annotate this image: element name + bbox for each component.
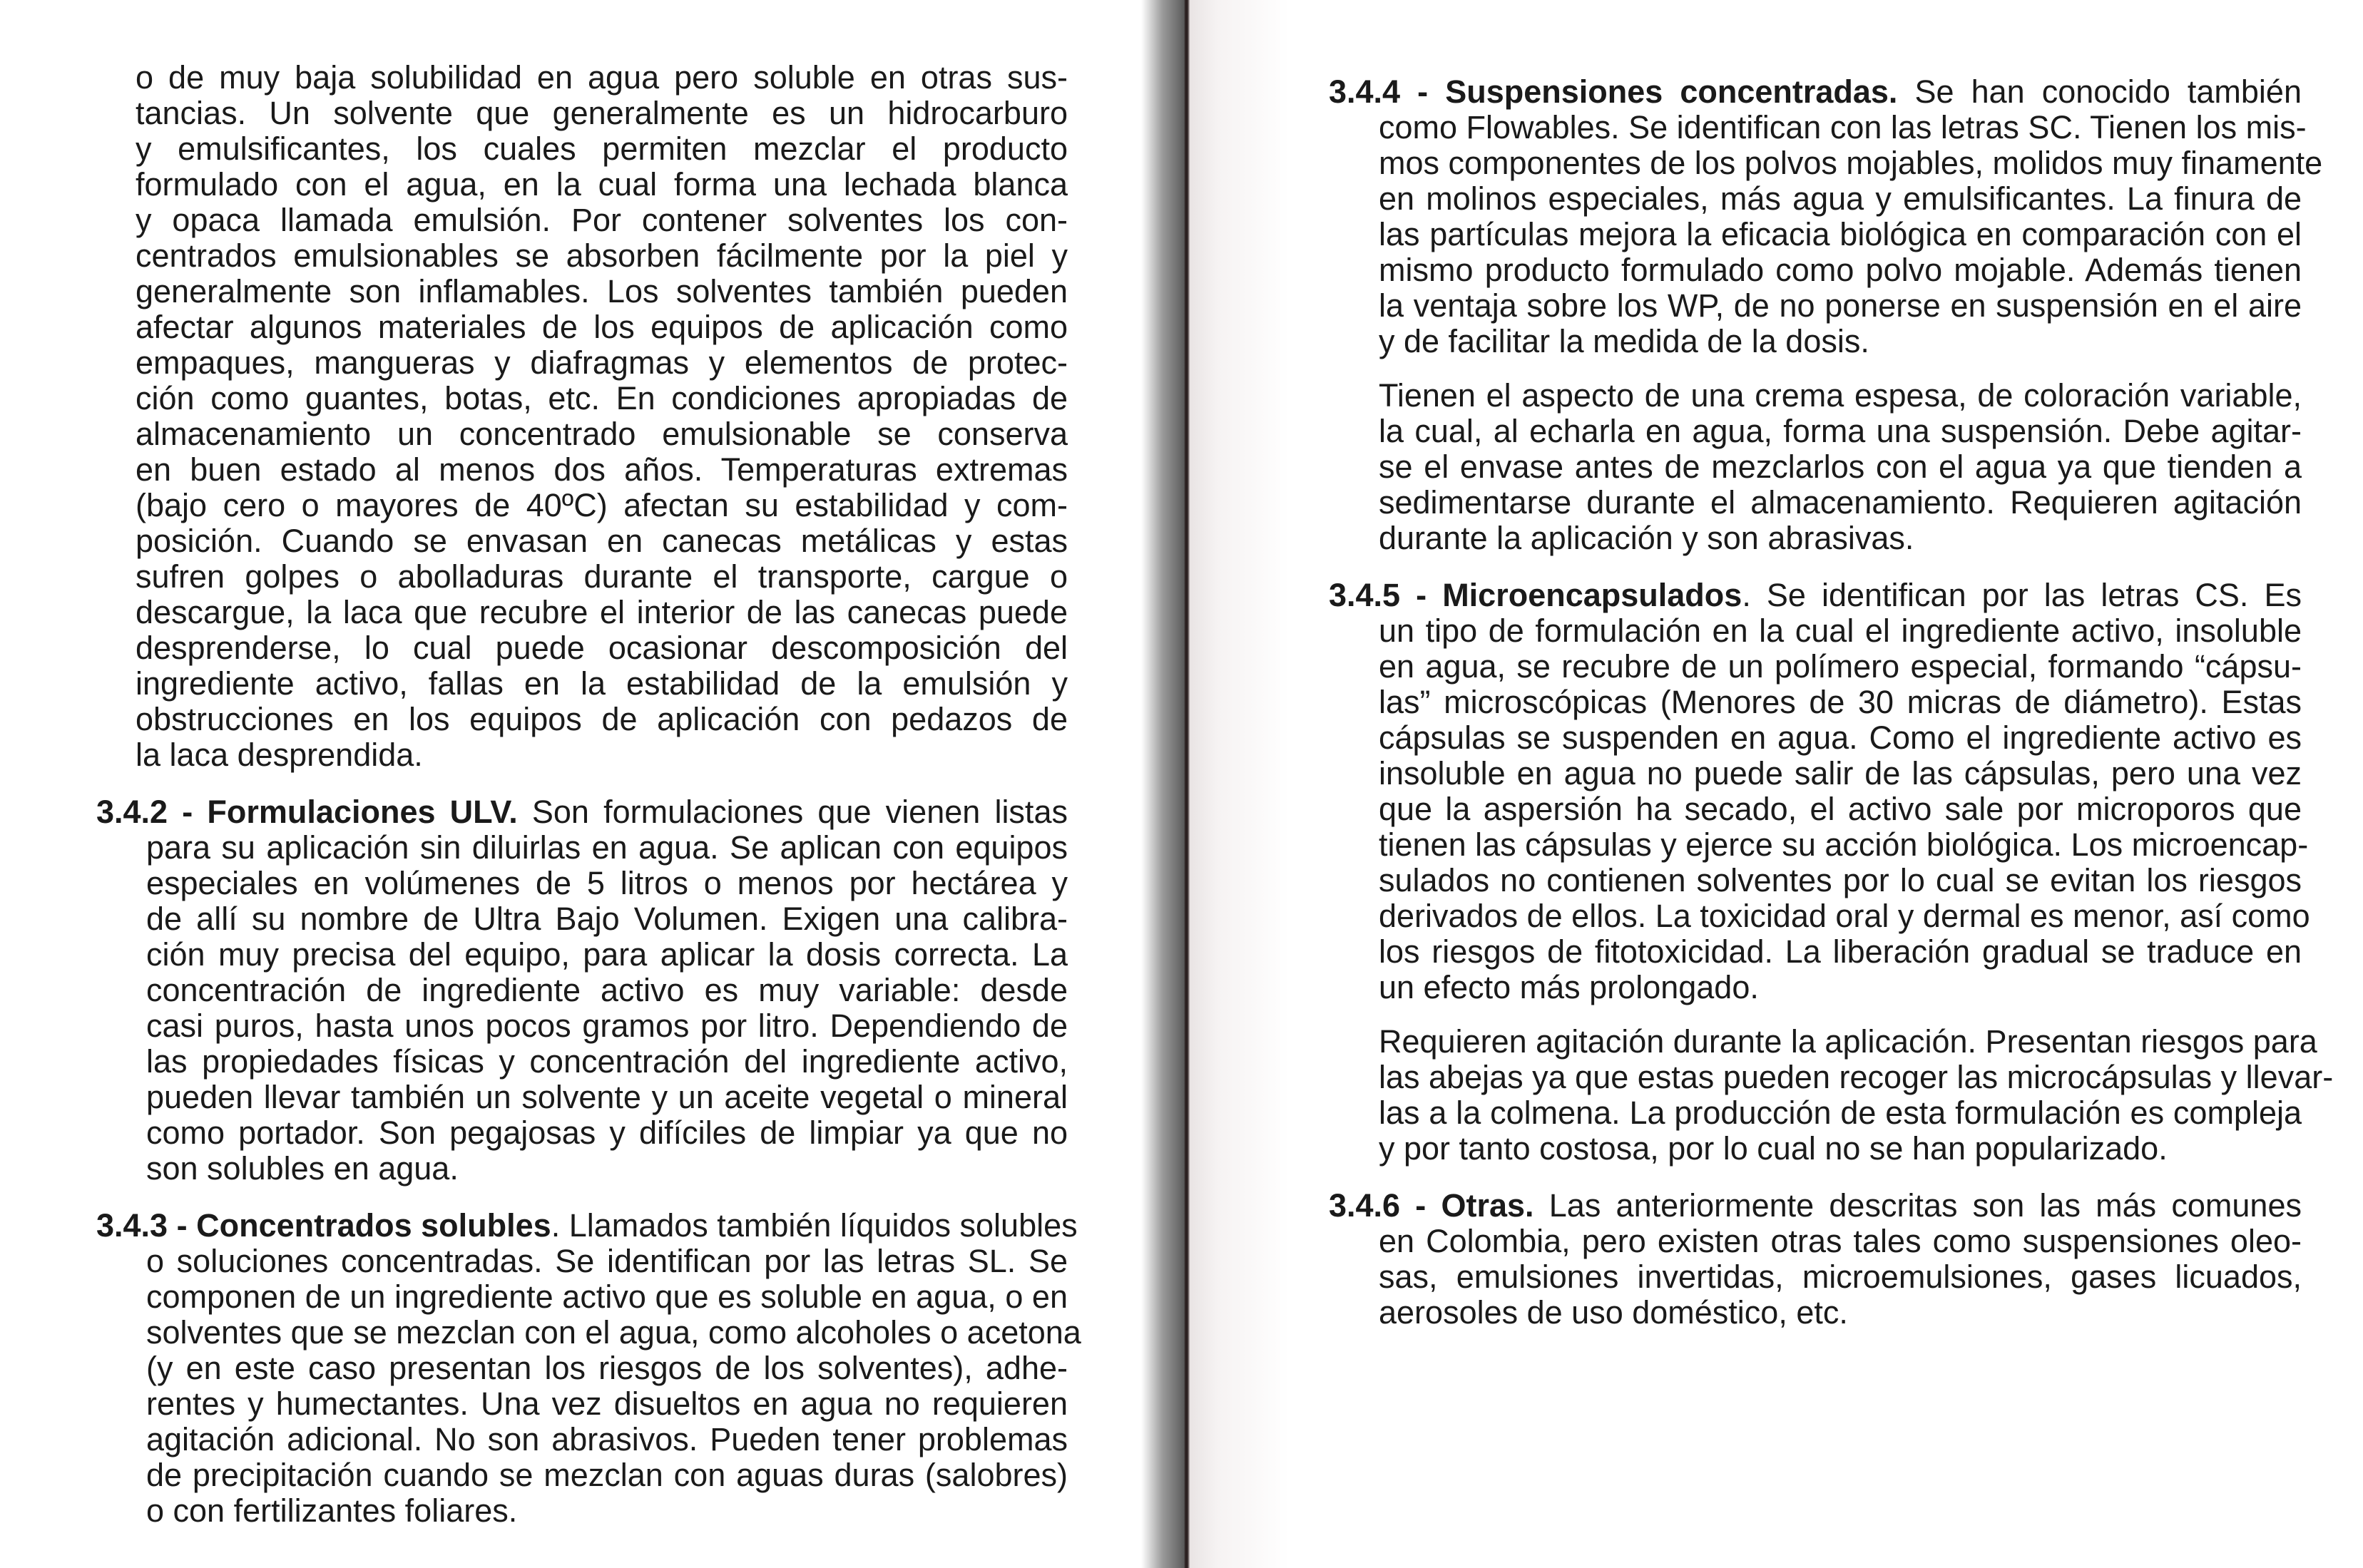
text-line: ingrediente activo, fallas en la estabilidad de la emulsión y [136, 665, 1068, 702]
section-title: Concentrados solubles [196, 1207, 551, 1244]
section-3-4-3 [96, 1207, 1081, 1529]
text-line: y emulsificantes, los cuales permiten mezclar el producto [136, 130, 1068, 167]
text-line: en molinos especiales, más agua y emulsificantes. La finura de [1379, 180, 2302, 217]
text-line: obstrucciones en los equipos de aplicación con pedazos de [136, 701, 1068, 737]
text-line: rentes y humectantes. Una vez disueltos en agua no requieren [146, 1385, 1068, 1422]
text-line: para su aplicación sin diluirlas en agua. Se aplican con equipos [146, 829, 1068, 866]
paragraph-gap [96, 1187, 1068, 1208]
text-line: sedimentarse durante el almacenamiento. Requieren agitación [1379, 484, 2302, 521]
section-heading-line [96, 1207, 1078, 1244]
text-line: o soluciones concentradas. Se identifican por las letras SL. Se [146, 1243, 1068, 1279]
text-line: cápsulas se suspenden en agua. Como el ingrediente activo es [1379, 719, 2302, 756]
text-line: formulado con el agua, en la cual forma una lechada blanca [136, 166, 1068, 203]
text-line: sufren golpes o abolladuras durante el transporte, cargue o [136, 558, 1068, 595]
text-line: las abejas ya que estas pueden recoger las microcápsulas y llevar- [1379, 1059, 2334, 1095]
text-line: en buen estado al menos dos años. Temperaturas extremas [136, 451, 1068, 488]
paragraph-gap [1329, 1005, 2302, 1024]
text-line: y opaca llamada emulsión. Por contener solventes los con- [136, 202, 1068, 238]
section-3-4-5 [1329, 577, 2310, 1005]
text-line: concentración de ingrediente activo es muy variable: desde [146, 972, 1068, 1008]
paragraph-gap [1329, 359, 2302, 378]
section-3-4-5-paragraph-2 [1329, 1023, 2334, 1167]
left-page-text [96, 59, 1081, 1529]
text-line: las partículas mejora la eficacia biológica en comparación con el [1379, 216, 2302, 252]
text-line: tienen las cápsulas y ejerce su acción biológica. Los microencap- [1379, 826, 2309, 863]
section-lead-text: Son formulaciones que vienen listas [531, 794, 1068, 830]
text-line: solventes que se mezclan con el agua, como alcoholes o acetona [146, 1314, 1081, 1351]
text-line: (y en este caso presentan los riesgos de los solventes), adhe- [146, 1350, 1068, 1386]
text-line: posición. Cuando se envasan en canecas metálicas y estas [136, 523, 1068, 559]
text-line: generalmente son inflamables. Los solventes también pueden [136, 273, 1068, 309]
section-heading-line [1329, 74, 2302, 110]
text-line: afectar algunos materiales de los equipos de aplicación como [136, 309, 1068, 345]
text-line: mos componentes de los polvos mojables, molidos muy finamente [1379, 145, 2323, 181]
text-line: las propiedades físicas y concentración del ingrediente activo, [146, 1043, 1068, 1080]
section-heading-line [96, 794, 1068, 830]
text-line: sas, emulsiones invertidas, microemulsiones, gases licuados, [1379, 1259, 2302, 1295]
section-number: 3.4.2 - [96, 794, 193, 830]
text-line: las” microscópicas (Menores de 30 micras de diámetro). Estas [1379, 684, 2302, 720]
text-line: mismo producto formulado como polvo mojable. Además tienen [1379, 252, 2302, 288]
text-line: como Flowables. Se identifican con las letras SC. Tienen los mis- [1379, 109, 2307, 145]
text-line: aerosoles de uso doméstico, etc. [1379, 1294, 1848, 1331]
text-line: agitación adicional. No son abrasivos. Pueden tener problemas [146, 1421, 1068, 1457]
text-line: desprenderse, lo cual puede ocasionar descomposición del [136, 630, 1068, 666]
section-number: 3.4.3 - [96, 1207, 188, 1244]
section-3-4-4-paragraph-2 [1329, 378, 2302, 556]
paragraph-intro-continuation [96, 60, 1068, 773]
text-line: y por tanto costosa, por lo cual no se han popularizado. [1379, 1130, 2168, 1167]
section-title: Otras. [1441, 1187, 1534, 1224]
text-line: centrados emulsionables se absorben fácilmente por la piel y [136, 237, 1068, 274]
section-lead-text: Las anteriormente descritas son las más comunes [1548, 1187, 2302, 1224]
text-line: la laca desprendida. [136, 737, 423, 773]
paragraph-gap [1329, 556, 2302, 578]
text-line: Requieren agitación durante la aplicación. Presentan riesgos para [1379, 1023, 2317, 1060]
paragraph-gap [1329, 1167, 2302, 1188]
section-title: Formulaciones ULV. [207, 794, 518, 830]
text-line: los riesgos de fitotoxicidad. La liberación gradual se traduce en [1379, 933, 2302, 970]
section-lead-text: . Llamados también líquidos solubles [551, 1207, 1078, 1244]
text-line: que la aspersión ha secado, el activo sale por microporos que [1379, 791, 2302, 827]
text-line: insoluble en agua no puede salir de las cápsulas, pero una vez [1379, 755, 2302, 791]
section-title: Microencapsulados [1442, 577, 1742, 613]
text-line: durante la aplicación y son abrasivas. [1379, 520, 1914, 556]
text-line: almacenamiento un concentrado emulsionable se conserva [136, 416, 1068, 452]
section-lead-text: . Se identifican por las letras CS. Es [1742, 577, 2302, 613]
text-line: descargue, la laca que recubre el interior de las canecas puede [136, 594, 1068, 630]
text-line: en agua, se recubre de un polímero especial, formando “cápsu- [1379, 648, 2302, 685]
book-gutter [1141, 0, 1190, 1568]
text-line: de allí su nombre de Ultra Bajo Volumen. Exigen una calibra- [146, 901, 1068, 937]
section-number: 3.4.5 - [1329, 577, 1427, 613]
paragraph-gap [96, 773, 1068, 794]
text-line: las a la colmena. La producción de esta formulación es compleja [1379, 1095, 2302, 1131]
text-line: y de facilitar la medida de la dosis. [1379, 323, 1869, 359]
section-heading-line [1329, 578, 2302, 613]
text-line: en Colombia, pero existen otras tales como suspensiones oleo- [1379, 1223, 2302, 1259]
text-line: o con fertilizantes foliares. [146, 1492, 518, 1529]
text-line: sulados no contienen solventes por lo cual se evitan los riesgos [1379, 862, 2302, 898]
text-line: ción muy precisa del equipo, para aplicar la dosis correcta. La [146, 936, 1068, 973]
text-line: componen de un ingrediente activo que es soluble en agua, o en [146, 1279, 1068, 1315]
text-line: de precipitación cuando se mezclan con aguas duras (salobres) [146, 1457, 1068, 1493]
text-line: derivados de ellos. La toxicidad oral y dermal es menor, así como [1379, 898, 2310, 934]
section-number: 3.4.4 - [1329, 73, 1429, 110]
text-line: casi puros, hasta unos pocos gramos por litro. Dependiendo de [146, 1008, 1068, 1044]
text-line: la cual, al echarla en agua, forma una suspensión. Debe agitar- [1379, 413, 2302, 449]
text-line: empaques, mangueras y diafragmas y elementos de protec- [136, 344, 1068, 381]
section-number: 3.4.6 - [1329, 1187, 1427, 1224]
text-line: Tienen el aspecto de una crema espesa, de coloración variable, [1379, 377, 2302, 414]
right-page-text [1329, 73, 2334, 1331]
text-line: como portador. Son pegajosas y difíciles de limpiar ya que no [146, 1114, 1068, 1151]
text-line: tancias. Un solvente que generalmente es un hidrocarburo [136, 95, 1068, 131]
text-line: (bajo cero o mayores de 40ºC) afectan su estabilidad y com- [136, 487, 1068, 523]
section-heading-line [1329, 1188, 2302, 1224]
text-line: la ventaja sobre los WP, de no ponerse en suspensión en el aire [1379, 287, 2302, 324]
section-lead-text: Se han conocido también [1914, 73, 2302, 110]
text-line: un efecto más prolongado. [1379, 969, 1759, 1005]
section-3-4-2 [96, 794, 1068, 1187]
text-line: pueden llevar también un solvente y un aceite vegetal o mineral [146, 1079, 1068, 1115]
text-line: ción como guantes, botas, etc. En condiciones apropiadas de [136, 380, 1068, 416]
text-line: son solubles en agua. [146, 1150, 459, 1187]
text-line: especiales en volúmenes de 5 litros o menos por hectárea y [146, 865, 1068, 901]
text-line: un tipo de formulación en la cual el ingrediente activo, insoluble [1379, 613, 2302, 649]
text-line: se el envase antes de mezclarlos con el agua ya que tienden a [1379, 449, 2302, 485]
section-title: Suspensiones concentradas. [1445, 73, 1898, 110]
section-3-4-6 [1329, 1188, 2302, 1331]
section-3-4-4 [1329, 73, 2323, 359]
text-line: o de muy baja solubilidad en agua pero soluble en otras sus- [136, 59, 1068, 96]
